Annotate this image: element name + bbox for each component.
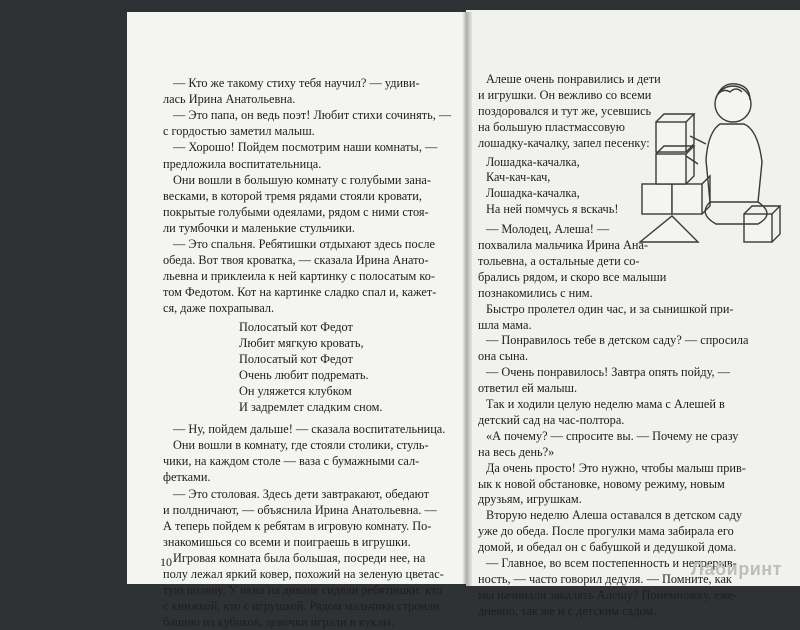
text-line: Да очень просто! Это нужно, чтобы малыш прив- <box>486 460 746 475</box>
text-line: предложила воспитательница. <box>163 156 322 171</box>
text-line: и игрушки. Он вежливо со всеми <box>478 87 652 102</box>
text-line: — Молодец, Алеша! — <box>486 222 610 237</box>
text-line: и полдничают, — объяснила Ирина Анатольевна. — <box>163 502 437 517</box>
text-line: — Это столовая. Здесь дети завтракают, обедают <box>173 486 429 501</box>
text-line: с книжкой, кто с игрушкой. Рядом мальчики строили <box>163 599 440 614</box>
text-line: детский сад на час-полтора. <box>478 412 625 427</box>
text-line: шла мама. <box>478 317 532 332</box>
text-line: ли тумбочки и маленькие стульчики. <box>163 220 355 235</box>
text-line: Он уляжется клубком <box>239 383 352 398</box>
text-line: — Это спальня. Ребятишки отдыхают здесь после <box>173 237 435 251</box>
text-line: обеда. Вот твоя кроватка, — сказала Ирина Анато- <box>163 253 429 268</box>
text-line: брались рядом, и скоро все малыши <box>478 269 667 284</box>
text-line: — Понравилось тебе в детском саду? — спросила <box>486 333 749 348</box>
text-line: она сына. <box>478 349 529 364</box>
text-line: весками, в которой тремя рядами стояли кровати, <box>163 188 422 203</box>
right-page-text <box>466 10 800 618</box>
text-line: домой, и обедал он с бабушкой и дедушкой дома. <box>478 540 737 555</box>
left-page <box>127 12 466 630</box>
page-number: 10 <box>160 555 172 569</box>
text-line: Полосатый кот Федот <box>239 319 353 334</box>
text-line: чики, на каждом столе — ваза с бумажными сал- <box>163 454 420 469</box>
text-line: уже до обеда. После прогулки мама забирала его <box>478 524 734 539</box>
text-line: льевна и приклеила к ней картинку с полосатым ко- <box>163 269 435 284</box>
text-line: тую поляну. У окна на диване сидели ребятишки: кто <box>163 583 443 598</box>
text-line: Кач-кач-кач, <box>486 170 551 185</box>
text-line: башню из кубиков, девочки играли в куклы. <box>163 615 395 630</box>
text-line: ответил ей малыш. <box>478 381 578 396</box>
text-line: том Федотом. Кот на картинке сладко спал и, кажет- <box>163 285 437 300</box>
text-line: с гордостью заметил малыш. <box>163 124 315 139</box>
text-line: «А почему? — спросите вы. — Почему не сразу <box>486 428 739 443</box>
text-line: А теперь пойдем к ребятам в игровую комнату. По- <box>163 518 432 533</box>
text-line: похвалила мальчика Ирина Ана- <box>478 238 649 252</box>
text-line: ность, — часто говорил дедуля. — Помните, как <box>478 571 732 586</box>
right-page <box>466 10 800 618</box>
text-line: — Очень понравилось! Завтра опять пойду, — <box>486 365 730 380</box>
text-line: покрытые голубыми одеялами, рядом с ними стоя- <box>163 204 429 219</box>
text-line: дневно, так же и с детским садом. <box>478 603 657 618</box>
text-line: ся, даже похрапывал. <box>163 301 275 316</box>
text-line: Вторую неделю Алеша оставался в детском саду <box>486 508 743 523</box>
text-line: Так и ходили целую неделю мама с Алешей в <box>486 397 725 411</box>
text-line: — Кто же такому стиху тебя научил? — удиви- <box>173 76 420 90</box>
text-line: лошадку-качалку, запел песенку: <box>478 135 650 150</box>
text-line: Игровая комната была большая, посреди нее, на <box>173 550 426 565</box>
text-line: — Это папа, он ведь поэт! Любит стихи сочинять, — <box>173 108 452 123</box>
text-line: мы начинали закалять Алешу? Понемножку, еже- <box>478 587 738 602</box>
text-line: — Хорошо! Пойдем посмотрим наши комнаты, — <box>173 140 438 155</box>
left-page-text <box>127 12 466 630</box>
text-line: лась Ирина Анатольевна. <box>163 92 296 107</box>
text-line: — Ну, пойдем дальше! — сказала воспитательница. <box>173 422 446 437</box>
text-line: — Главное, во всем постепенность и непрерыв- <box>486 556 737 570</box>
text-line: на весь день?» <box>478 444 555 459</box>
text-line: На ней помчусь я вскачь! <box>486 202 619 217</box>
text-line: Алеше очень понравились и дети <box>486 72 661 86</box>
text-line: познакомились с ним. <box>478 285 593 300</box>
text-line: друзьям, игрушкам. <box>478 492 582 507</box>
text-line: Полосатый кот Федот <box>239 351 353 366</box>
book-spine <box>462 12 472 586</box>
text-line: полу лежал яркий ковер, похожий на зеленую цветас- <box>163 567 444 581</box>
text-line: фетками. <box>163 470 211 485</box>
text-line: Быстро пролетел один час, и за сынишкой при- <box>486 301 734 316</box>
text-line: знакомишься со всеми и поиграешь в игрушки. <box>163 534 411 549</box>
text-line: Они вошли в комнату, где стояли столики, стуль- <box>173 438 429 453</box>
text-line: Лошадка-качалка, <box>486 154 580 169</box>
text-line: Лошадка-качалка, <box>486 186 580 201</box>
text-line: Любит мягкую кровать, <box>239 335 364 350</box>
text-line: ык к новой обстановке, новому режиму, новым <box>478 476 725 491</box>
publisher-logo: Лабиринт <box>690 559 782 579</box>
text-line: Очень любит подремать. <box>239 367 369 382</box>
text-line: И задремлет сладким сном. <box>239 400 383 414</box>
text-line: тольевна, а остальные дети со- <box>478 253 640 268</box>
text-line: на большую пластмассовую <box>478 119 625 134</box>
text-line: Они вошли в большую комнату с голубыми зана- <box>173 172 431 187</box>
text-line: поздоровался и тут же, усевшись <box>478 103 652 118</box>
